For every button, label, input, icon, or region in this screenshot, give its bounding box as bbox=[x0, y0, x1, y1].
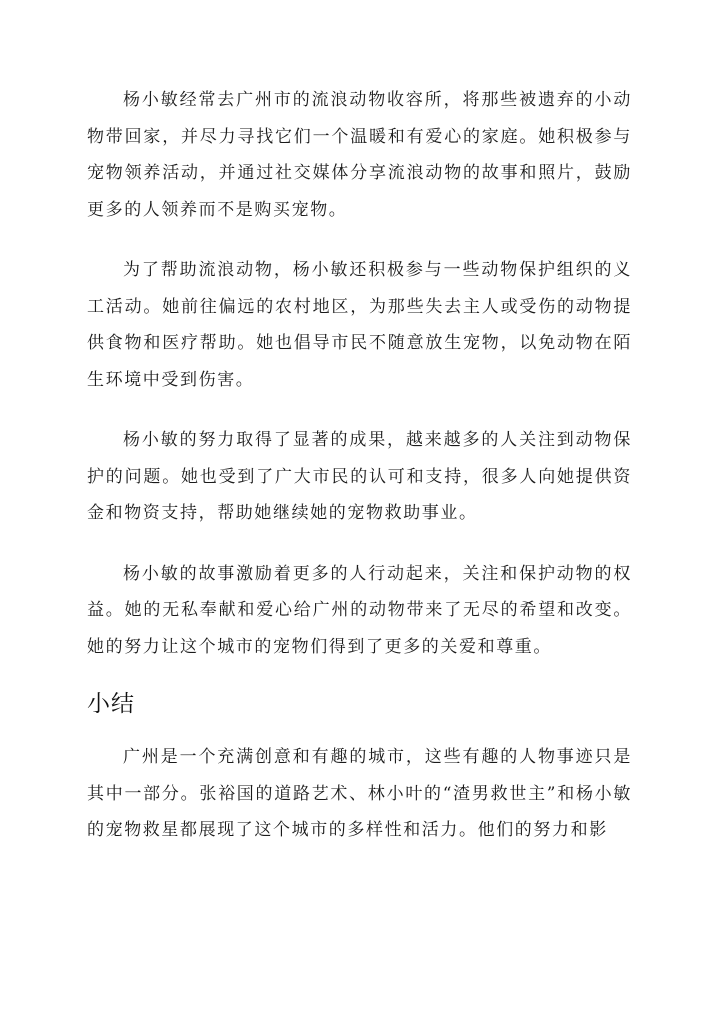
paragraph-inspiration: 杨小敏的故事激励着更多的人行动起来，关注和保护动物的权益。她的无私奉献和爱心给广州的动物带来了无尽的希望和改变。她的努力让这个城市的宠物们得到了更多的关爱和尊重。 bbox=[87, 563, 632, 657]
paragraph-summary: 广州是一个充满创意和有趣的城市，这些有趣的人物事迹只是其中一部分。张裕国的道路艺术、林小叶的“渣男救世主”和杨小敏的宠物救星都展现了这个城市的多样性和活力。他们的努力和影 bbox=[87, 747, 632, 840]
paragraph-achievements: 杨小敏的努力取得了显著的成果，越来越多的人关注到动物保护的问题。她也受到了广大市民的认可和支持，很多人向她提供资金和物资支持，帮助她继续她的宠物救助事业。 bbox=[87, 430, 632, 523]
paragraph-rescue-shelter: 杨小敏经常去广州市的流浪动物收容所，将那些被遗弃的小动物带回家，并尽力寻找它们一个温暖和有爱心的家庭。她积极参与宠物领养活动，并通过社交媒体分享流浪动物的故事和照片，鼓励更多的人领养而不是购买宠物。 bbox=[87, 90, 632, 220]
section-heading-summary: 小结 bbox=[87, 691, 135, 717]
document-body bbox=[87, 82, 632, 873]
paragraph-volunteer-work: 为了帮助流浪动物，杨小敏还积极参与一些动物保护组织的义工活动。她前往偏远的农村地区，为那些失去主人或受伤的动物提供食物和医疗帮助。她也倡导市民不随意放生宠物，以免动物在陌生环境中受到伤害。 bbox=[87, 260, 632, 390]
